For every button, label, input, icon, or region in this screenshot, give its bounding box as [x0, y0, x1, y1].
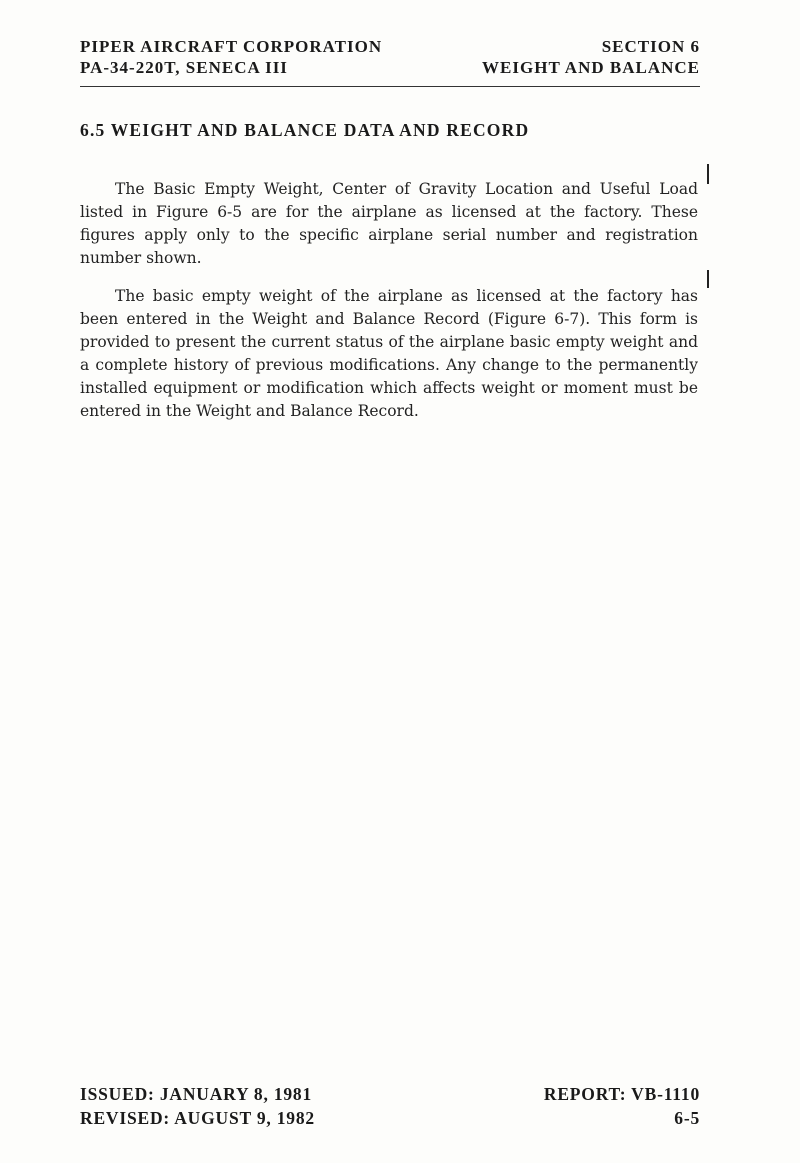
page-header	[80, 36, 700, 80]
header-left	[80, 36, 382, 78]
footer-right	[544, 1082, 700, 1130]
header-divider	[80, 86, 700, 87]
footer-left	[80, 1082, 315, 1130]
section-name: WEIGHT AND BALANCE	[482, 58, 700, 77]
aircraft-model: PA-34-220T, SENECA III	[80, 58, 288, 77]
paragraph-2: The basic empty weight of the airplane as licensed at the factory has been entered in the Weight and Balance Record (Figure 6-7). This form is provided to present the current status of the airplane basic empty weight and a complete history of previous modifications. Any change to the permanently installed equipment or modification which affects weight or moment must be entered in the Weight and Balance Record.	[80, 286, 698, 420]
paragraph-1: The Basic Empty Weight, Center of Gravity Location and Useful Load listed in Figure 6-5 are for the airplane as licensed at the factory. These figures apply only to the specific airplane serial number and registration number shown.	[80, 179, 698, 267]
section-heading: 6.5 WEIGHT AND BALANCE DATA AND RECORD	[80, 120, 530, 140]
company-name: PIPER AIRCRAFT CORPORATION	[80, 37, 383, 56]
header-right	[482, 36, 700, 78]
section-number: SECTION 6	[601, 37, 700, 56]
revision-bar-2	[707, 270, 709, 288]
page-number: 6-5	[674, 1108, 700, 1128]
issued-date: ISSUED: JANUARY 8, 1981	[80, 1084, 313, 1104]
report-number: REPORT: VB-1110	[543, 1084, 700, 1104]
revision-bar-1	[707, 164, 709, 184]
revised-date: REVISED: AUGUST 9, 1982	[80, 1108, 315, 1128]
